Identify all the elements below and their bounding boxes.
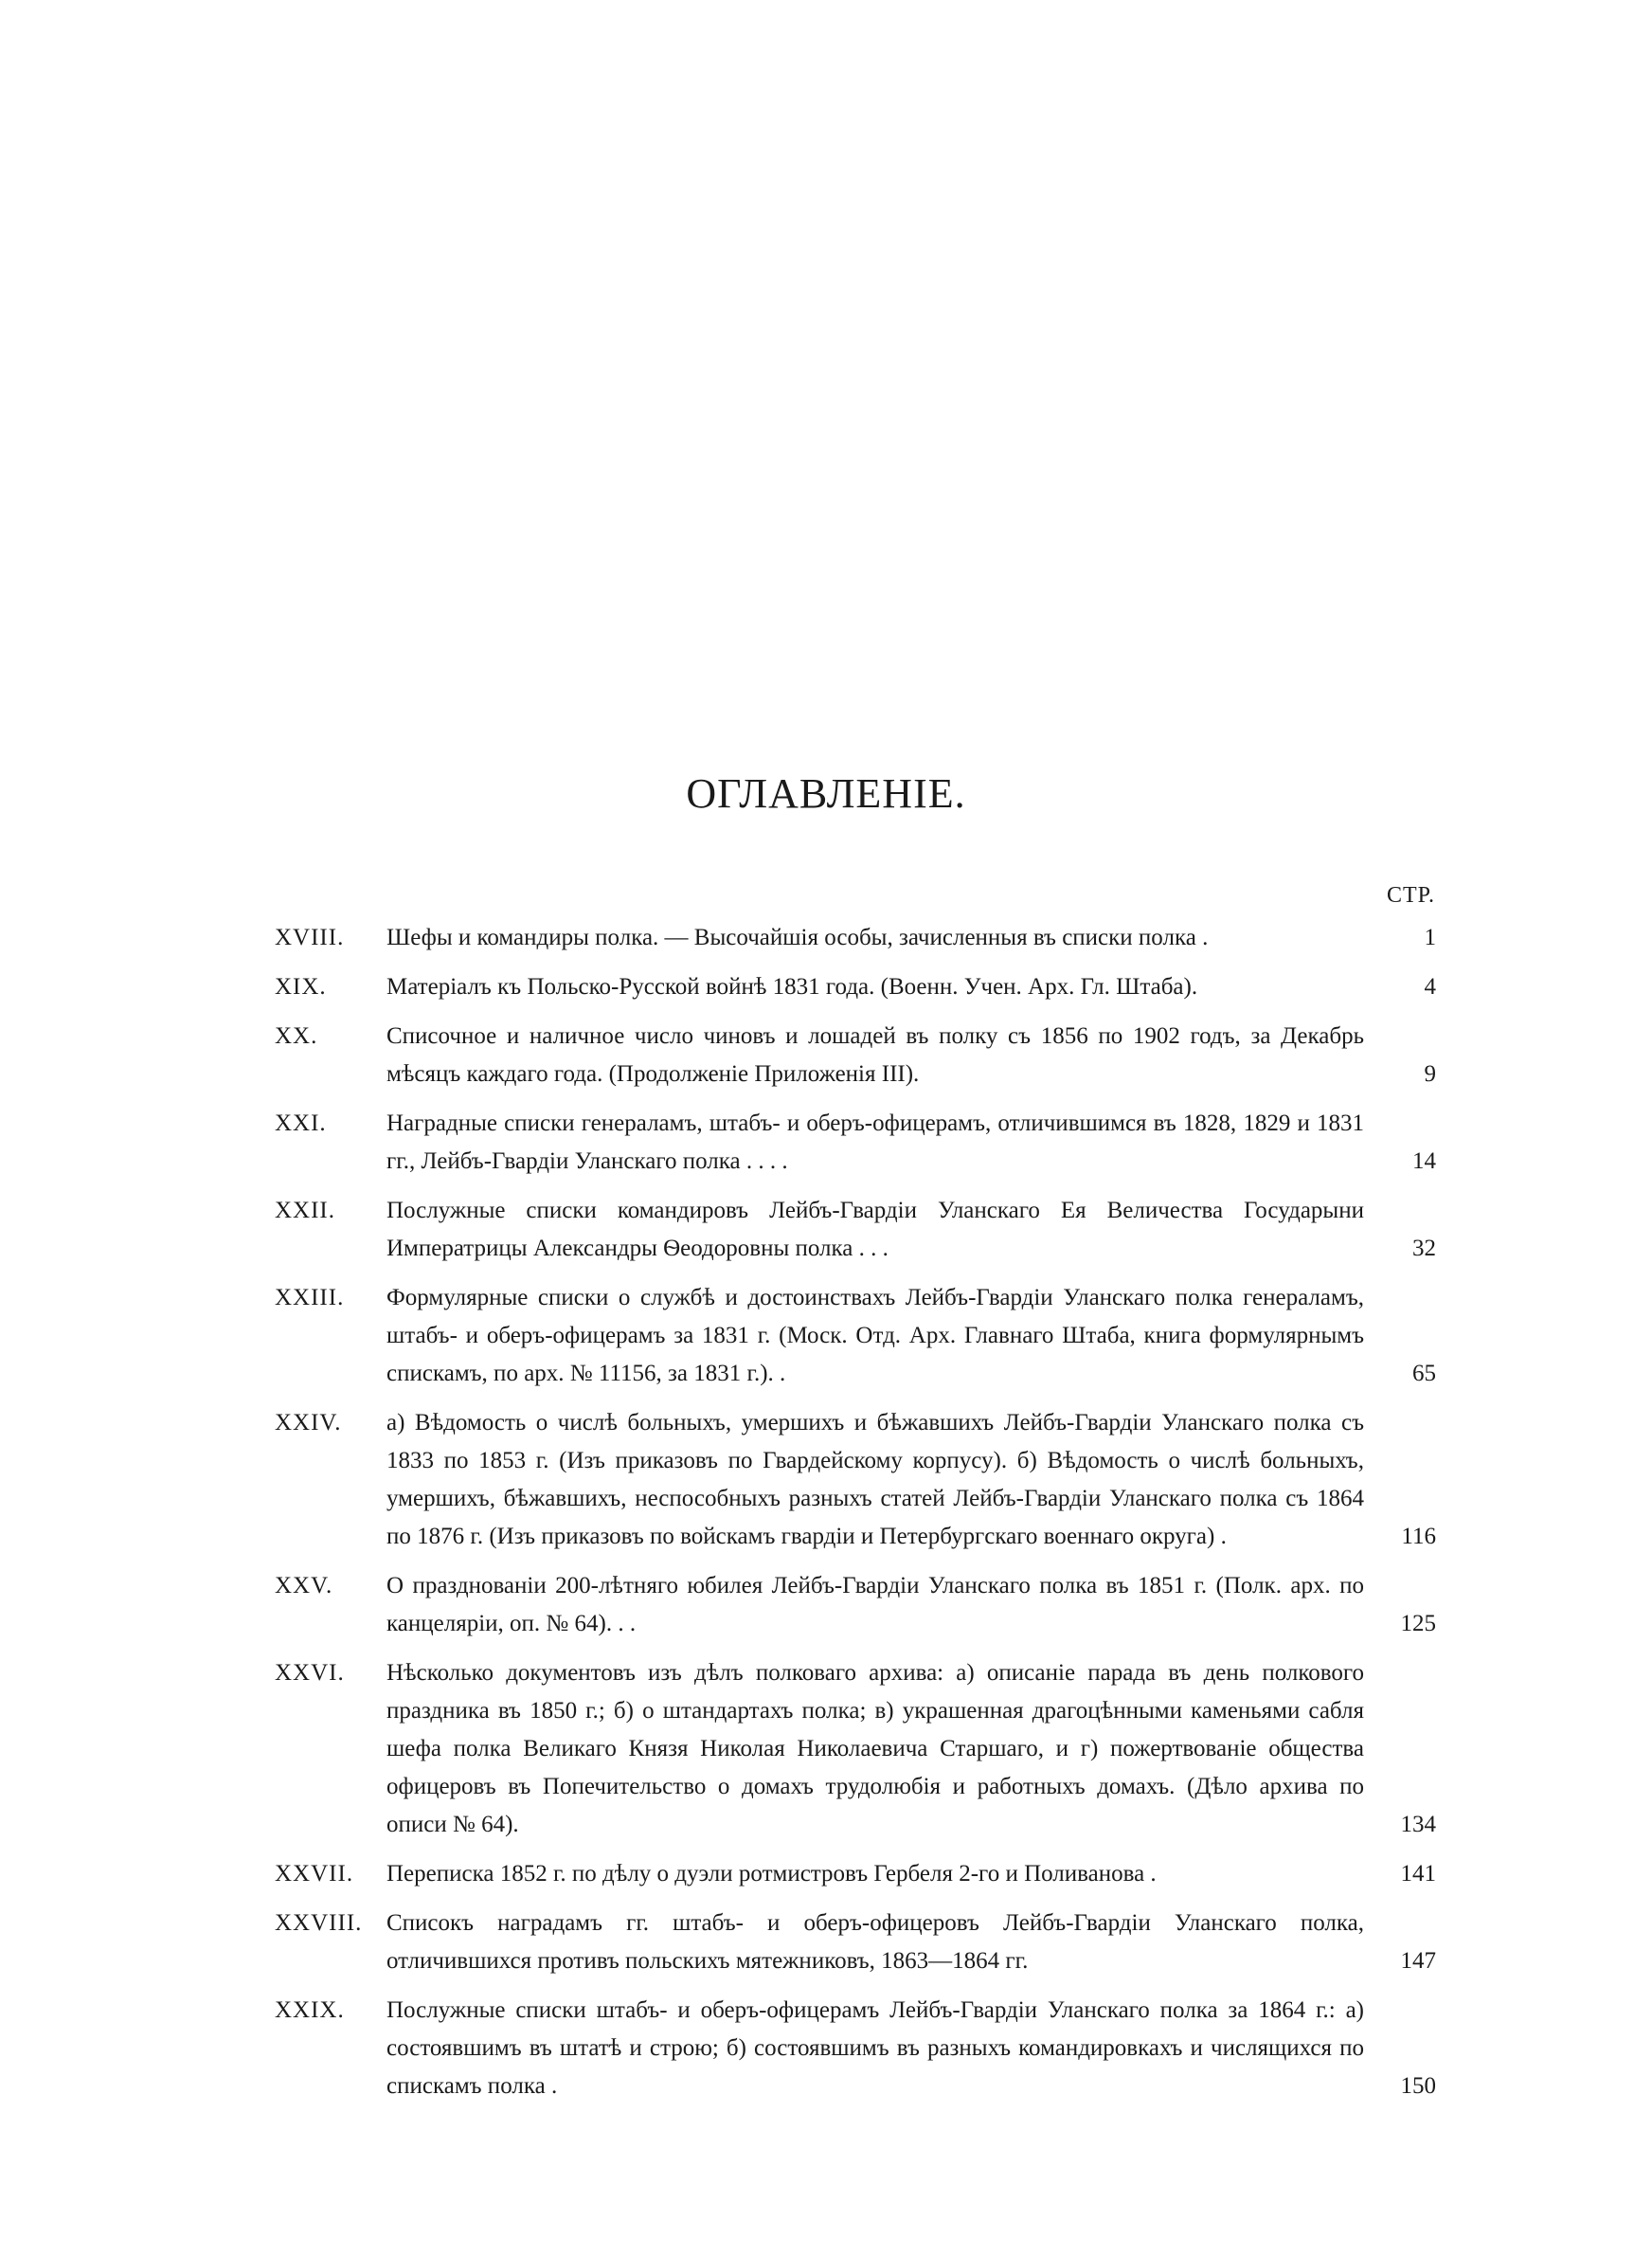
toc-entry <box>0 1018 1652 1093</box>
toc-entry-number: XXI. <box>275 1110 327 1136</box>
toc-entry-page: 134 <box>1400 1812 1436 1837</box>
toc-entry-page: 65 <box>1412 1361 1436 1386</box>
toc-entry-number: XXVI. <box>275 1660 345 1686</box>
toc-entry-title: Наградные списки генераламъ, штабъ- и оберъ-офицерамъ, отличившимся въ 1828, 1829 и 1831 гг., Лейбъ-Гвардіи Уланскаго полка . . . . <box>386 1110 1364 1174</box>
toc-entry-page: 9 <box>1424 1061 1436 1087</box>
toc-entry-number: XIX. <box>275 974 327 1000</box>
toc-entry-number: XXIII. <box>275 1285 345 1310</box>
toc-entry <box>0 1567 1652 1643</box>
toc-entry <box>0 919 1652 957</box>
toc-entry-page: 32 <box>1412 1236 1436 1261</box>
toc-entry-title: Послужные списки командировъ Лейбъ-Гвардіи Уланскаго Ея Величества Государыни Императрицы Александры Ѳеодоровны полка . . . <box>386 1198 1364 1261</box>
toc-entry-number: XXIV. <box>275 1410 342 1435</box>
toc-entry-page: 4 <box>1424 974 1436 1000</box>
toc-entry-title: Шефы и командиры полка. — Высочайшія особы, зачисленныя въ списки полка . <box>386 925 1209 950</box>
toc-entry <box>0 1654 1652 1844</box>
toc-entry-number: XXVIII. <box>275 1910 363 1936</box>
toc-entry-page: 116 <box>1401 1524 1436 1549</box>
toc-entry-title: Послужные списки штабъ- и оберъ-офицерамъ Лейбъ-Гвардіи Уланскаго полка за 1864 г.: а) состоявшимъ въ штатѣ и строю; б) состоявшимъ въ разныхъ командировкахъ и числящихся по спискамъ полка . <box>386 1997 1364 2099</box>
toc-entry-number: XXIX. <box>275 1997 345 2023</box>
toc-entry-number: XX. <box>275 1023 318 1049</box>
toc-entry-page: 147 <box>1400 1948 1436 1974</box>
toc-entry-title: Нѣсколько документовъ изъ дѣлъ полковаго архива: а) описаніе парада въ день полкового праздника въ 1850 г.; б) о штандартахъ полка; в) украшенная драгоцѣнными каменьями сабля шефа полка Великаго Князя Николая Николаевича Старшаго, и г) пожертвованіе общества офицеровъ въ Попечительство о домахъ трудолюбія и работныхъ домахъ. (Дѣло архива по описи № 64). <box>386 1660 1364 1837</box>
toc-entry <box>0 1855 1652 1893</box>
page-column-header: СТР. <box>1386 883 1435 908</box>
toc-entry <box>0 1279 1652 1393</box>
toc-entry <box>0 1905 1652 1980</box>
toc-entry-page: 141 <box>1400 1861 1436 1887</box>
toc-entry-title: О празднованіи 200-лѣтняго юбилея Лейбъ-Гвардіи Уланскаго полка въ 1851 г. (Полк. арх. по канцеляріи, оп. № 64). . . <box>386 1573 1364 1636</box>
toc-entry <box>0 968 1652 1006</box>
toc-entry-page: 14 <box>1412 1148 1436 1174</box>
toc-entry-number: XXVII. <box>275 1861 354 1887</box>
toc-entry <box>0 1992 1652 2105</box>
toc-entry-number: XXII. <box>275 1198 336 1223</box>
toc-entry-page: 150 <box>1400 2073 1436 2099</box>
toc-entry-title: Матеріалъ къ Польско-Русской войнѣ 1831 года. (Военн. Учен. Арх. Гл. Штаба). <box>386 974 1198 1000</box>
toc-entry-number: XVIII. <box>275 925 345 950</box>
toc-entry <box>0 1192 1652 1268</box>
toc-entry <box>0 1105 1652 1181</box>
toc-entry-title: а) Вѣдомость о числѣ больныхъ, умершихъ и бѣжавшихъ Лейбъ-Гвардіи Уланскаго полка съ 1833 по 1853 г. (Изъ приказовъ по Гвардейскому корпусу). б) Вѣдомость о числѣ больныхъ, умершихъ, бѣжавшихъ, неспособныхъ разныхъ статей Лейбъ-Гвардіи Уланскаго полка съ 1864 по 1876 г. (Изъ приказовъ по войскамъ гвардіи и Петербургскаго военнаго округа) . <box>386 1410 1364 1549</box>
toc-entry-page: 1 <box>1424 925 1436 950</box>
page-title: ОГЛАВЛЕНІЕ. <box>686 770 966 817</box>
toc-entry <box>0 1404 1652 1556</box>
toc-entry-title: Списокъ наградамъ гг. штабъ- и оберъ-офицеровъ Лейбъ-Гвардіи Уланскаго полка, отличившихся противъ польскихъ мятежниковъ, 1863—1864 гг. <box>386 1910 1364 1974</box>
toc-entry-title: Переписка 1852 г. по дѣлу о дуэли ротмистровъ Гербеля 2-го и Поливанова . <box>386 1861 1157 1887</box>
table-of-contents <box>0 919 1652 2117</box>
toc-entry-page: 125 <box>1400 1611 1436 1636</box>
toc-entry-number: XXV. <box>275 1573 333 1598</box>
toc-entry-title: Списочное и наличное число чиновъ и лошадей въ полку съ 1856 по 1902 годъ, за Декабрь мѣсяцъ каждаго года. (Продолженіе Приложенія III). <box>386 1023 1364 1087</box>
toc-entry-title: Формулярные списки о службѣ и достоинствахъ Лейбъ-Гвардіи Уланскаго полка генераламъ, штабъ- и оберъ-офицерамъ за 1831 г. (Моск. Отд. Арх. Главнаго Штаба, книга формулярнымъ спискамъ, по арх. № 11156, за 1831 г.). . <box>386 1285 1364 1386</box>
